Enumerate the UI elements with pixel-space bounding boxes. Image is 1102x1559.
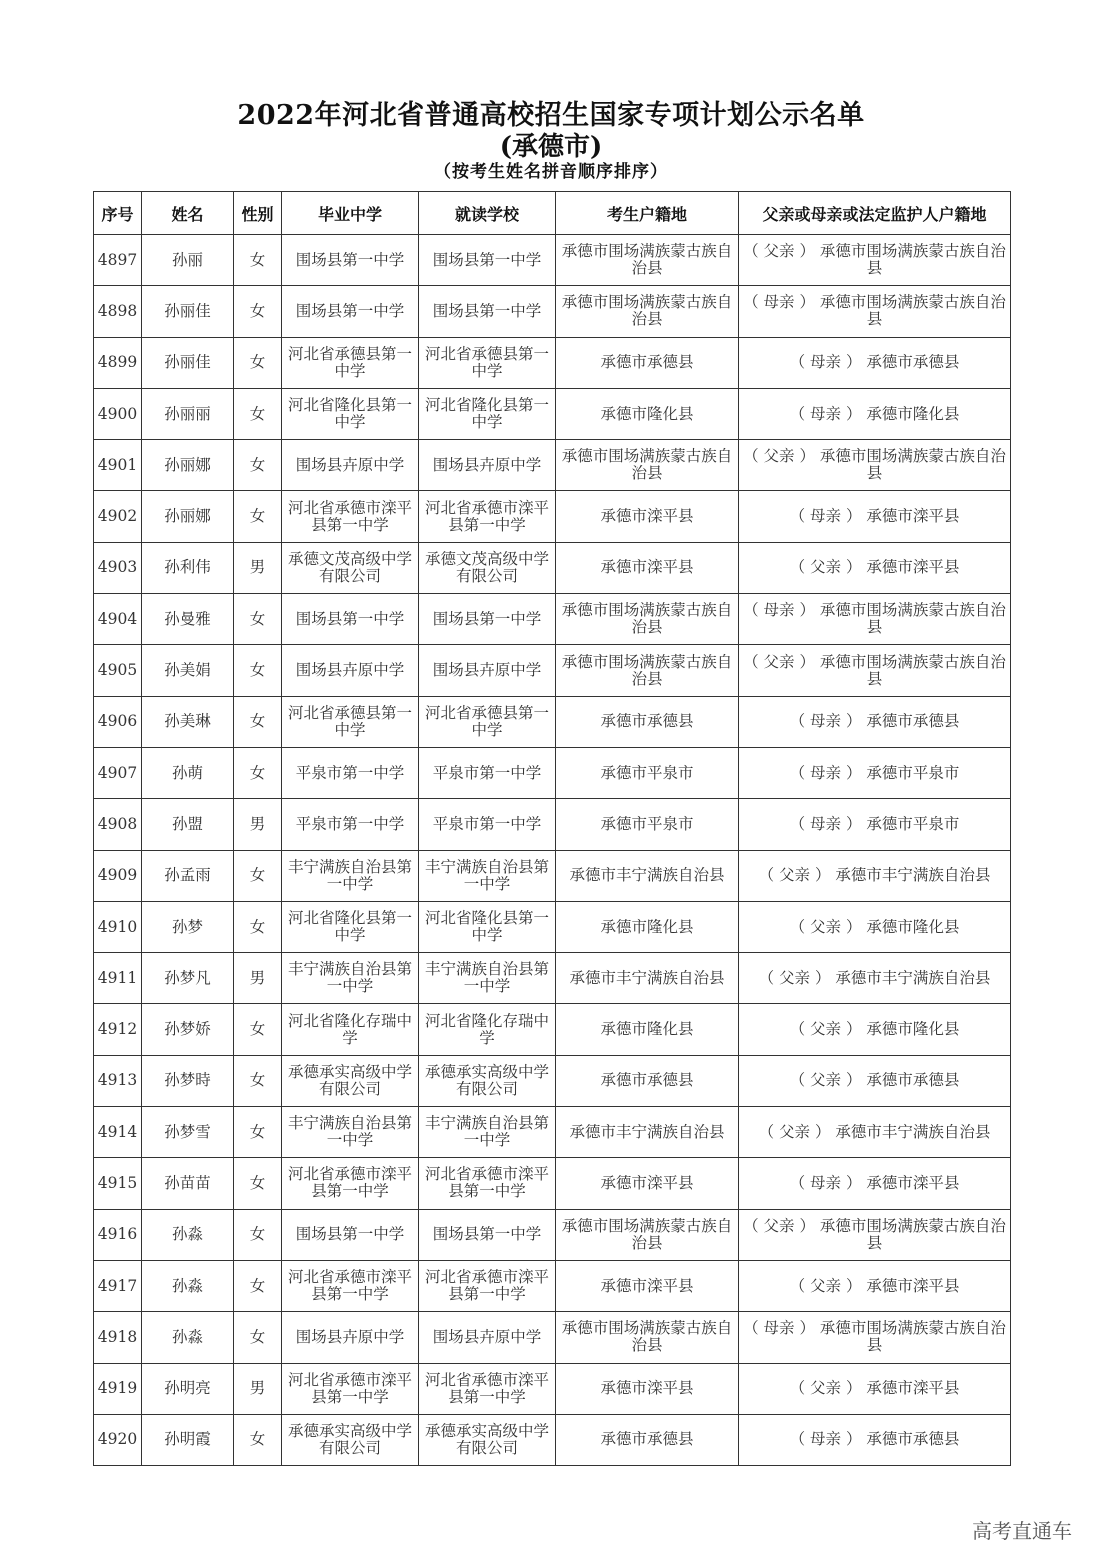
table-row	[94, 594, 1011, 645]
cell-graduated-school: 承德文茂高级中学有限公司	[282, 542, 419, 593]
table-row	[94, 1004, 1011, 1055]
cell-serial: 4897	[94, 235, 142, 286]
cell-graduated-school: 平泉市第一中学	[282, 747, 419, 798]
cell-current-school: 围场县第一中学	[419, 235, 556, 286]
cell-serial: 4918	[94, 1312, 142, 1363]
cell-graduated-school: 承德承实高级中学有限公司	[282, 1414, 419, 1465]
cell-serial: 4917	[94, 1260, 142, 1311]
cell-name: 孙淼	[142, 1209, 234, 1260]
cell-student-residence: 承德市承德县	[556, 696, 739, 747]
cell-current-school: 围场县第一中学	[419, 1209, 556, 1260]
cell-student-residence: 承德市丰宁满族自治县	[556, 953, 739, 1004]
cell-serial: 4919	[94, 1363, 142, 1414]
cell-current-school: 围场县卉原中学	[419, 440, 556, 491]
cell-gender: 女	[234, 1260, 282, 1311]
cell-guardian-residence: （ 母亲 ） 承德市平泉市	[739, 747, 1011, 798]
cell-gender: 女	[234, 1055, 282, 1106]
cell-student-residence: 承德市围场满族蒙古族自治县	[556, 1209, 739, 1260]
cell-graduated-school: 丰宁满族自治县第一中学	[282, 850, 419, 901]
cell-graduated-school: 河北省承德市滦平县第一中学	[282, 1363, 419, 1414]
cell-gender: 女	[234, 645, 282, 696]
cell-current-school: 河北省承德县第一中学	[419, 696, 556, 747]
cell-name: 孙梦時	[142, 1055, 234, 1106]
cell-guardian-residence: （ 父亲 ） 承德市滦平县	[739, 1260, 1011, 1311]
table-row	[94, 1414, 1011, 1465]
cell-gender: 女	[234, 440, 282, 491]
cell-serial: 4904	[94, 594, 142, 645]
col-header-guardian-residence: 父亲或母亲或法定监护人户籍地	[739, 192, 1011, 235]
cell-student-residence: 承德市围场满族蒙古族自治县	[556, 594, 739, 645]
cell-graduated-school: 丰宁满族自治县第一中学	[282, 1107, 419, 1158]
table-row	[94, 1312, 1011, 1363]
table-row	[94, 1158, 1011, 1209]
cell-graduated-school: 丰宁满族自治县第一中学	[282, 953, 419, 1004]
table-row	[94, 440, 1011, 491]
cell-serial: 4920	[94, 1414, 142, 1465]
cell-gender: 女	[234, 235, 282, 286]
cell-graduated-school: 围场县第一中学	[282, 1209, 419, 1260]
table-row	[94, 1055, 1011, 1106]
cell-graduated-school: 围场县第一中学	[282, 594, 419, 645]
cell-gender: 女	[234, 286, 282, 337]
cell-graduated-school: 河北省承德市滦平县第一中学	[282, 1260, 419, 1311]
cell-gender: 女	[234, 594, 282, 645]
cell-guardian-residence: （ 母亲 ） 承德市承德县	[739, 337, 1011, 388]
cell-graduated-school: 河北省承德县第一中学	[282, 696, 419, 747]
cell-student-residence: 承德市隆化县	[556, 901, 739, 952]
cell-current-school: 河北省隆化县第一中学	[419, 388, 556, 439]
cell-name: 孙丽丽	[142, 388, 234, 439]
cell-guardian-residence: （ 父亲 ） 承德市围场满族蒙古族自治县	[739, 440, 1011, 491]
cell-serial: 4905	[94, 645, 142, 696]
cell-name: 孙明亮	[142, 1363, 234, 1414]
cell-current-school: 围场县卉原中学	[419, 645, 556, 696]
cell-guardian-residence: （ 父亲 ） 承德市承德县	[739, 1055, 1011, 1106]
cell-current-school: 承德文茂高级中学有限公司	[419, 542, 556, 593]
cell-serial: 4903	[94, 542, 142, 593]
cell-graduated-school: 围场县卉原中学	[282, 440, 419, 491]
cell-student-residence: 承德市隆化县	[556, 388, 739, 439]
cell-current-school: 承德承实高级中学有限公司	[419, 1414, 556, 1465]
cell-guardian-residence: （ 母亲 ） 承德市围场满族蒙古族自治县	[739, 594, 1011, 645]
table-row	[94, 799, 1011, 850]
roster-table	[93, 191, 1011, 1466]
cell-guardian-residence: （ 父亲 ） 承德市滦平县	[739, 1363, 1011, 1414]
cell-graduated-school: 河北省承德市滦平县第一中学	[282, 1158, 419, 1209]
cell-guardian-residence: （ 父亲 ） 承德市围场满族蒙古族自治县	[739, 1209, 1011, 1260]
cell-graduated-school: 围场县卉原中学	[282, 1312, 419, 1363]
cell-student-residence: 承德市滦平县	[556, 1363, 739, 1414]
cell-student-residence: 承德市滦平县	[556, 1260, 739, 1311]
cell-gender: 女	[234, 1414, 282, 1465]
cell-guardian-residence: （ 父亲 ） 承德市丰宁满族自治县	[739, 953, 1011, 1004]
table-row	[94, 1209, 1011, 1260]
col-header-graduated-school: 毕业中学	[282, 192, 419, 235]
cell-guardian-residence: （ 父亲 ） 承德市围场满族蒙古族自治县	[739, 235, 1011, 286]
cell-serial: 4898	[94, 286, 142, 337]
cell-guardian-residence: （ 母亲 ） 承德市平泉市	[739, 799, 1011, 850]
cell-gender: 女	[234, 1158, 282, 1209]
cell-guardian-residence: （ 母亲 ） 承德市承德县	[739, 1414, 1011, 1465]
cell-name: 孙丽	[142, 235, 234, 286]
cell-gender: 女	[234, 1312, 282, 1363]
cell-current-school: 围场县卉原中学	[419, 1312, 556, 1363]
cell-name: 孙曼雅	[142, 594, 234, 645]
cell-guardian-residence: （ 父亲 ） 承德市丰宁满族自治县	[739, 1107, 1011, 1158]
cell-guardian-residence: （ 父亲 ） 承德市丰宁满族自治县	[739, 850, 1011, 901]
cell-gender: 女	[234, 747, 282, 798]
cell-gender: 男	[234, 953, 282, 1004]
cell-gender: 男	[234, 542, 282, 593]
cell-serial: 4912	[94, 1004, 142, 1055]
cell-current-school: 河北省承德市滦平县第一中学	[419, 491, 556, 542]
cell-name: 孙淼	[142, 1312, 234, 1363]
cell-student-residence: 承德市围场满族蒙古族自治县	[556, 235, 739, 286]
cell-graduated-school: 围场县卉原中学	[282, 645, 419, 696]
cell-current-school: 河北省隆化存瑞中学	[419, 1004, 556, 1055]
cell-name: 孙美娟	[142, 645, 234, 696]
cell-current-school: 河北省承德市滦平县第一中学	[419, 1363, 556, 1414]
cell-guardian-residence: （ 母亲 ） 承德市滦平县	[739, 1158, 1011, 1209]
cell-student-residence: 承德市平泉市	[556, 799, 739, 850]
cell-graduated-school: 河北省隆化存瑞中学	[282, 1004, 419, 1055]
table-row	[94, 542, 1011, 593]
cell-guardian-residence: （ 父亲 ） 承德市滦平县	[739, 542, 1011, 593]
cell-guardian-residence: （ 父亲 ） 承德市隆化县	[739, 1004, 1011, 1055]
cell-name: 孙萌	[142, 747, 234, 798]
cell-serial: 4916	[94, 1209, 142, 1260]
cell-student-residence: 承德市隆化县	[556, 1004, 739, 1055]
cell-gender: 女	[234, 491, 282, 542]
cell-gender: 女	[234, 1107, 282, 1158]
cell-name: 孙丽佳	[142, 337, 234, 388]
cell-gender: 女	[234, 1209, 282, 1260]
cell-serial: 4901	[94, 440, 142, 491]
cell-current-school: 河北省隆化县第一中学	[419, 901, 556, 952]
cell-current-school: 平泉市第一中学	[419, 747, 556, 798]
cell-guardian-residence: （ 母亲 ） 承德市滦平县	[739, 491, 1011, 542]
cell-student-residence: 承德市承德县	[556, 1414, 739, 1465]
cell-graduated-school: 承德承实高级中学有限公司	[282, 1055, 419, 1106]
document-title: 2022年河北省普通高校招生国家专项计划公示名单	[237, 100, 865, 131]
cell-serial: 4907	[94, 747, 142, 798]
cell-guardian-residence: （ 父亲 ） 承德市隆化县	[739, 901, 1011, 952]
cell-name: 孙孟雨	[142, 850, 234, 901]
cell-current-school: 围场县第一中学	[419, 286, 556, 337]
cell-current-school: 丰宁满族自治县第一中学	[419, 850, 556, 901]
cell-graduated-school: 河北省隆化县第一中学	[282, 901, 419, 952]
cell-serial: 4915	[94, 1158, 142, 1209]
cell-name: 孙利伟	[142, 542, 234, 593]
cell-student-residence: 承德市围场满族蒙古族自治县	[556, 645, 739, 696]
cell-graduated-school: 围场县第一中学	[282, 235, 419, 286]
cell-current-school: 围场县第一中学	[419, 594, 556, 645]
sort-note: （按考生姓名拼音顺序排序）	[434, 162, 668, 182]
cell-graduated-school: 围场县第一中学	[282, 286, 419, 337]
cell-serial: 4913	[94, 1055, 142, 1106]
cell-student-residence: 承德市滦平县	[556, 491, 739, 542]
watermark: 高考直通车	[972, 1519, 1072, 1543]
cell-serial: 4911	[94, 953, 142, 1004]
cell-serial: 4899	[94, 337, 142, 388]
table-row	[94, 1363, 1011, 1414]
cell-gender: 女	[234, 1004, 282, 1055]
table-row	[94, 286, 1011, 337]
cell-serial: 4909	[94, 850, 142, 901]
cell-name: 孙丽佳	[142, 286, 234, 337]
cell-guardian-residence: （ 母亲 ） 承德市承德县	[739, 696, 1011, 747]
cell-name: 孙明霞	[142, 1414, 234, 1465]
cell-name: 孙美琳	[142, 696, 234, 747]
table-row	[94, 1260, 1011, 1311]
cell-serial: 4914	[94, 1107, 142, 1158]
cell-serial: 4910	[94, 901, 142, 952]
cell-current-school: 河北省承德县第一中学	[419, 337, 556, 388]
col-header-serial: 序号	[94, 192, 142, 235]
col-header-current-school: 就读学校	[419, 192, 556, 235]
cell-student-residence: 承德市丰宁满族自治县	[556, 1107, 739, 1158]
cell-current-school: 丰宁满族自治县第一中学	[419, 1107, 556, 1158]
cell-name: 孙苗苗	[142, 1158, 234, 1209]
cell-gender: 男	[234, 1363, 282, 1414]
col-header-student-residence: 考生户籍地	[556, 192, 739, 235]
cell-name: 孙盟	[142, 799, 234, 850]
cell-current-school: 河北省承德市滦平县第一中学	[419, 1260, 556, 1311]
cell-name: 孙淼	[142, 1260, 234, 1311]
table-row	[94, 953, 1011, 1004]
cell-student-residence: 承德市围场满族蒙古族自治县	[556, 286, 739, 337]
cell-student-residence: 承德市围场满族蒙古族自治县	[556, 1312, 739, 1363]
cell-student-residence: 承德市承德县	[556, 1055, 739, 1106]
cell-name: 孙梦	[142, 901, 234, 952]
cell-serial: 4900	[94, 388, 142, 439]
cell-student-residence: 承德市滦平县	[556, 542, 739, 593]
table-row	[94, 850, 1011, 901]
cell-gender: 女	[234, 850, 282, 901]
cell-student-residence: 承德市围场满族蒙古族自治县	[556, 440, 739, 491]
table-row	[94, 235, 1011, 286]
cell-guardian-residence: （ 母亲 ） 承德市隆化县	[739, 388, 1011, 439]
table-row	[94, 645, 1011, 696]
cell-gender: 男	[234, 799, 282, 850]
cell-student-residence: 承德市滦平县	[556, 1158, 739, 1209]
cell-name: 孙丽娜	[142, 491, 234, 542]
cell-guardian-residence: （ 母亲 ） 承德市围场满族蒙古族自治县	[739, 286, 1011, 337]
cell-name: 孙梦雪	[142, 1107, 234, 1158]
cell-serial: 4902	[94, 491, 142, 542]
cell-current-school: 平泉市第一中学	[419, 799, 556, 850]
cell-current-school: 丰宁满族自治县第一中学	[419, 953, 556, 1004]
cell-graduated-school: 河北省承德县第一中学	[282, 337, 419, 388]
cell-guardian-residence: （ 母亲 ） 承德市围场满族蒙古族自治县	[739, 1312, 1011, 1363]
table-row	[94, 1107, 1011, 1158]
col-header-gender: 性别	[234, 192, 282, 235]
cell-gender: 女	[234, 337, 282, 388]
cell-gender: 女	[234, 901, 282, 952]
table-row	[94, 388, 1011, 439]
cell-name: 孙丽娜	[142, 440, 234, 491]
table-header-row	[94, 192, 1011, 235]
cell-name: 孙梦娇	[142, 1004, 234, 1055]
table-row	[94, 747, 1011, 798]
col-header-name: 姓名	[142, 192, 234, 235]
cell-student-residence: 承德市平泉市	[556, 747, 739, 798]
cell-serial: 4906	[94, 696, 142, 747]
document-subtitle: (承德市)	[499, 132, 603, 162]
cell-gender: 女	[234, 696, 282, 747]
cell-current-school: 河北省承德市滦平县第一中学	[419, 1158, 556, 1209]
cell-student-residence: 承德市丰宁满族自治县	[556, 850, 739, 901]
cell-graduated-school: 河北省承德市滦平县第一中学	[282, 491, 419, 542]
cell-current-school: 承德承实高级中学有限公司	[419, 1055, 556, 1106]
cell-guardian-residence: （ 父亲 ） 承德市围场满族蒙古族自治县	[739, 645, 1011, 696]
cell-gender: 女	[234, 388, 282, 439]
cell-graduated-school: 河北省隆化县第一中学	[282, 388, 419, 439]
cell-graduated-school: 平泉市第一中学	[282, 799, 419, 850]
table-row	[94, 696, 1011, 747]
cell-student-residence: 承德市承德县	[556, 337, 739, 388]
table-row	[94, 491, 1011, 542]
cell-serial: 4908	[94, 799, 142, 850]
cell-name: 孙梦凡	[142, 953, 234, 1004]
table-row	[94, 337, 1011, 388]
table-row	[94, 901, 1011, 952]
